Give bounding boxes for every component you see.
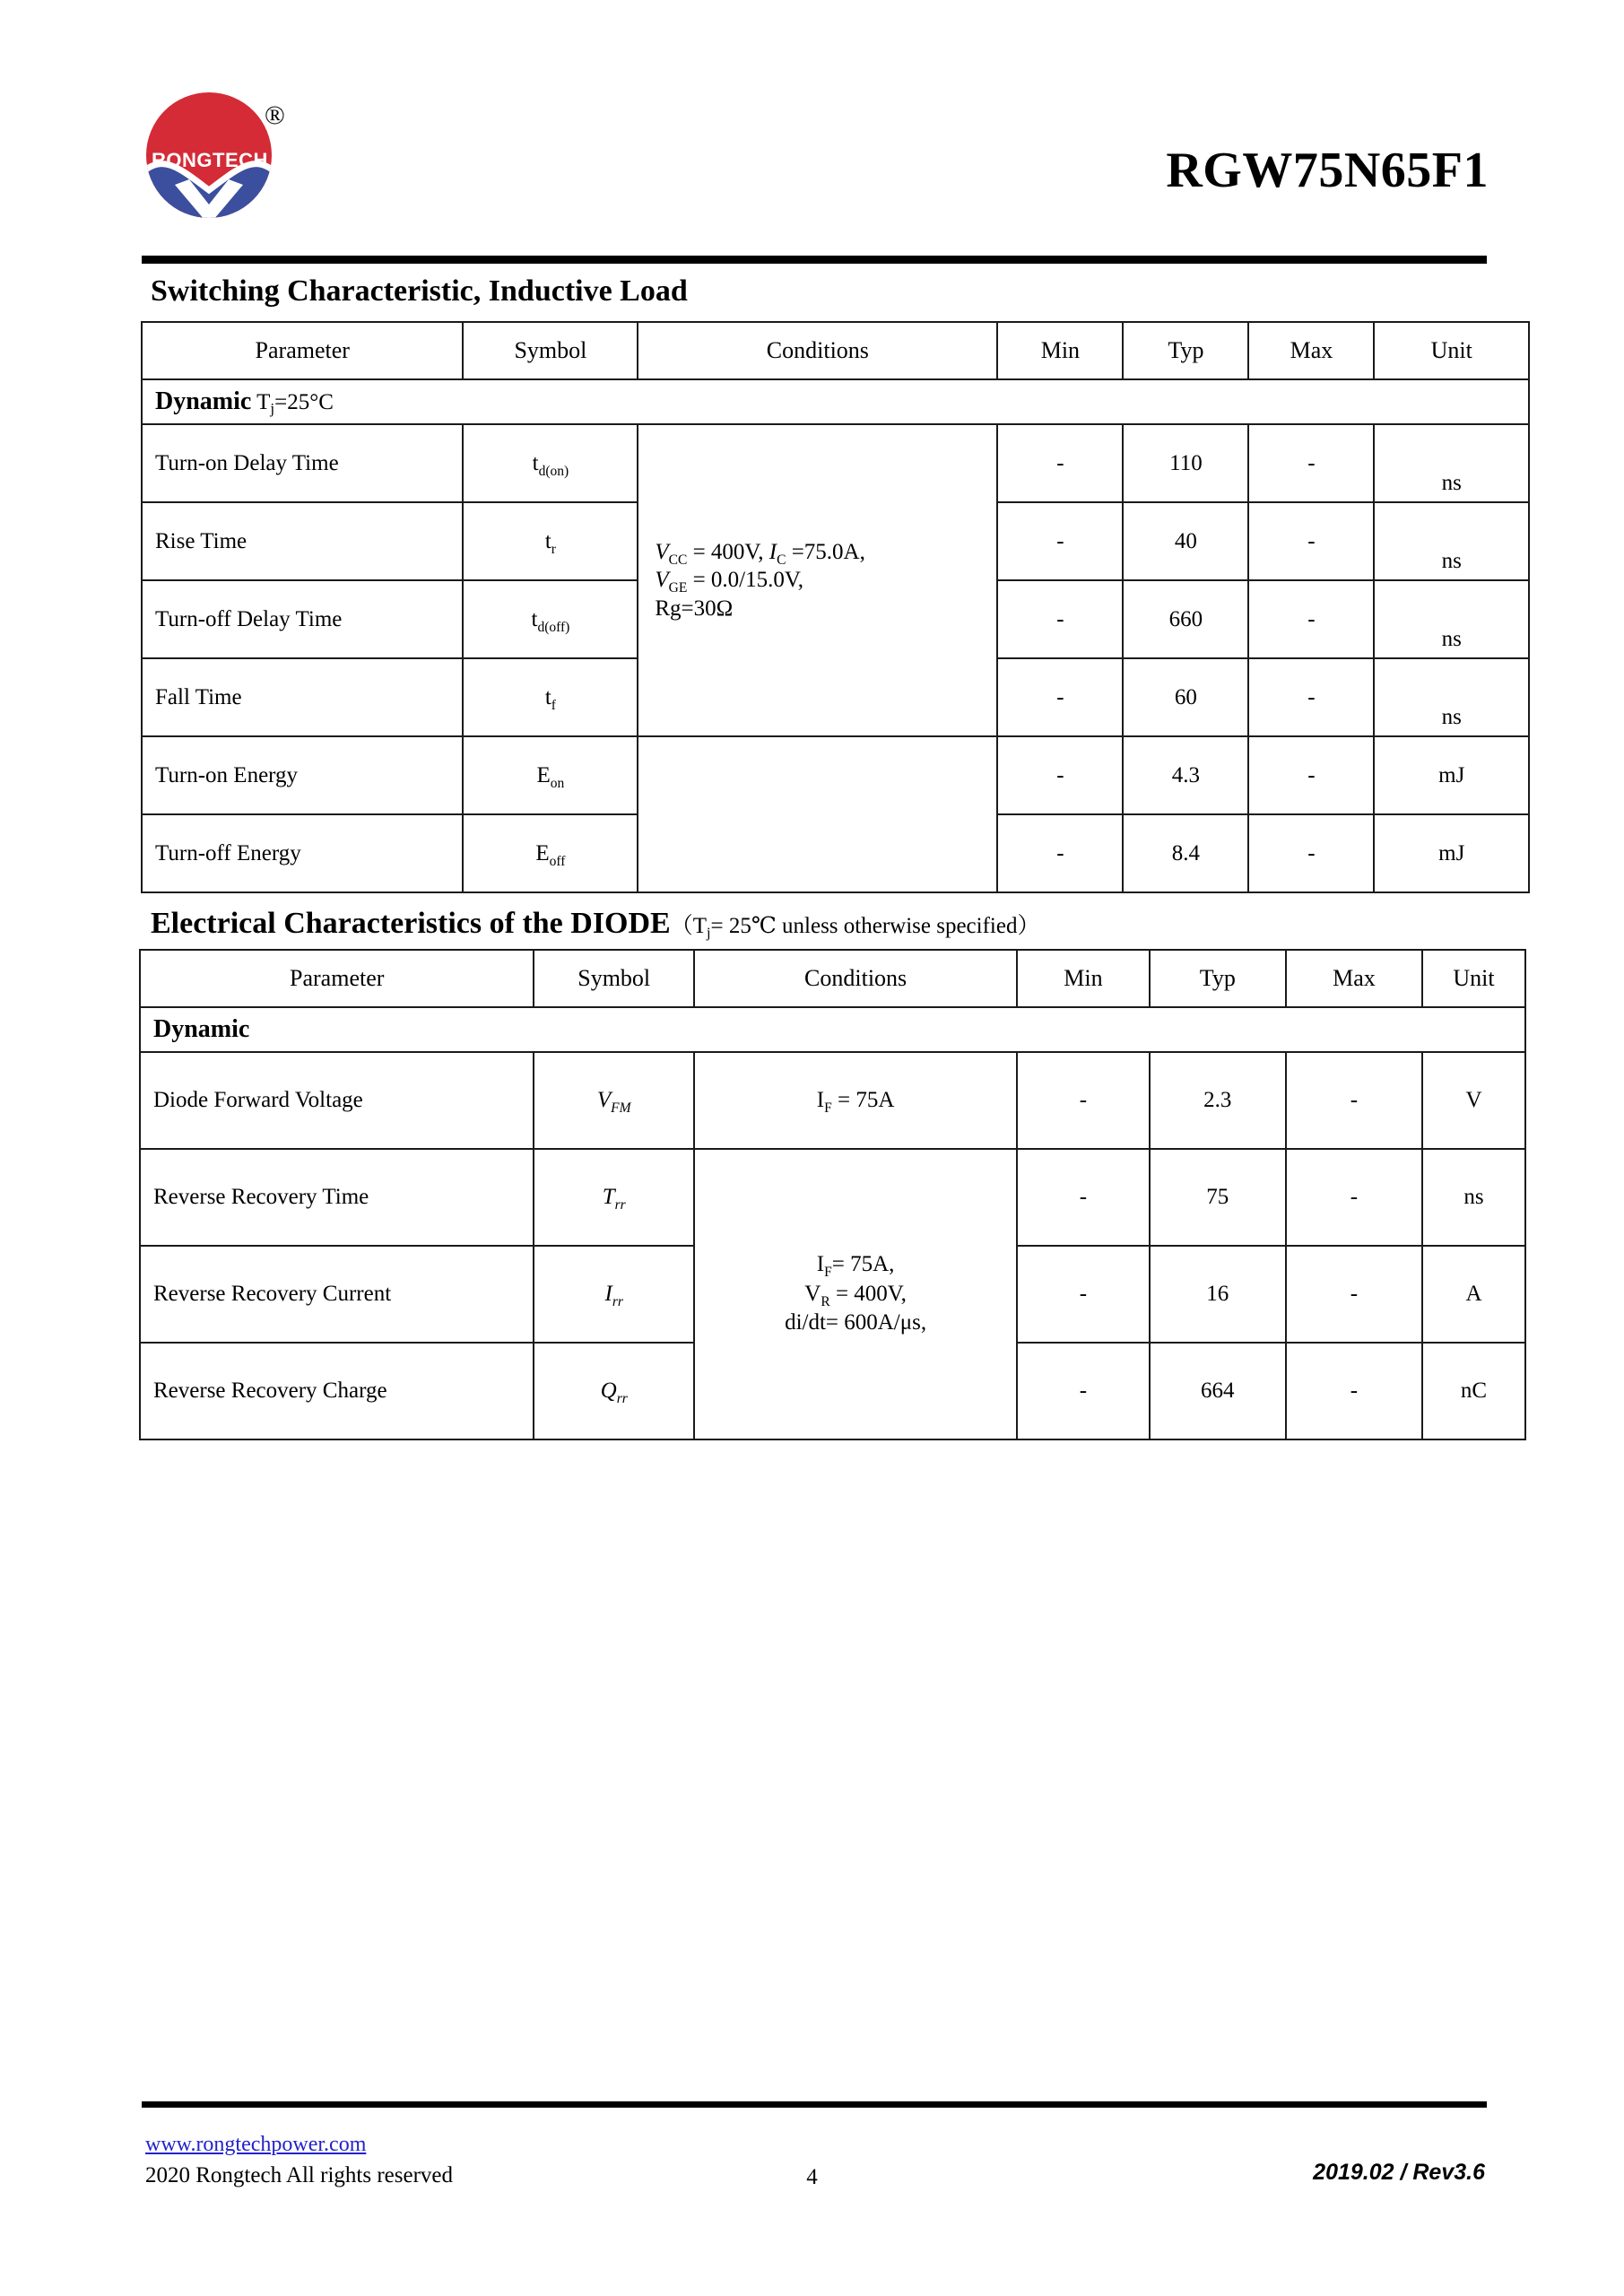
cell-parameter: Turn-off Energy <box>142 814 463 892</box>
cell-unit: ns <box>1422 1149 1525 1246</box>
registered-trademark-icon: ® <box>265 100 285 130</box>
table-row <box>142 736 1529 814</box>
cell-max: - <box>1248 580 1374 658</box>
column-header-symbol: Symbol <box>463 322 638 379</box>
column-header-typ: Typ <box>1123 322 1248 379</box>
cell-symbol <box>463 424 638 502</box>
cell-parameter: Reverse Recovery Time <box>140 1149 534 1246</box>
condition-line-3: Rg=30Ω <box>655 596 734 621</box>
note-open: （T <box>670 914 708 938</box>
cell-unit: ns <box>1374 424 1529 502</box>
footer-page-number: 4 <box>806 2165 818 2189</box>
cell-typ: 110 <box>1123 424 1248 502</box>
symbol-base: t <box>532 450 539 475</box>
section-heading-switching <box>151 275 688 308</box>
symbol-subscript: d(off) <box>537 619 570 635</box>
cell-conditions <box>638 424 997 736</box>
cell-symbol <box>463 580 638 658</box>
cell-min: - <box>1017 1052 1150 1149</box>
condition-line-2: $V_{GE} = 0.0/15.0V$, <box>655 568 803 596</box>
symbol-base: E <box>535 840 550 865</box>
symbol-base: T <box>602 1185 615 1209</box>
footer-website-link[interactable]: www.rongtechpower.com <box>145 2133 367 2156</box>
cell-unit: ns <box>1374 502 1529 580</box>
rongtech-logo <box>139 79 299 227</box>
cell-min: - <box>1017 1246 1150 1343</box>
logo-wordmark: RONGTECH <box>152 149 268 171</box>
cell-min: - <box>1017 1149 1150 1246</box>
cell-typ: 664 <box>1150 1343 1286 1439</box>
symbol-subscript: rr <box>616 1391 628 1406</box>
footer-divider-rule <box>142 2101 1487 2108</box>
cell-typ: 60 <box>1123 658 1248 736</box>
table-switching-characteristics <box>141 321 1530 893</box>
cell-typ: 8.4 <box>1123 814 1248 892</box>
table-row <box>142 424 1529 502</box>
cell-conditions: $I_F = 75A$ <box>694 1052 1017 1149</box>
cell-conditions-blank <box>638 736 997 892</box>
cell-unit: V <box>1422 1052 1525 1149</box>
cell-min: - <box>997 814 1123 892</box>
column-header-parameter: Parameter <box>140 950 534 1007</box>
cell-unit: nC <box>1422 1343 1525 1439</box>
table-header-row <box>142 322 1529 379</box>
symbol-base: Q <box>600 1378 617 1403</box>
cell-symbol <box>463 502 638 580</box>
cell-conditions <box>694 1149 1017 1439</box>
cell-typ: 75 <box>1150 1149 1286 1246</box>
cell-symbol <box>534 1052 694 1149</box>
condition-line-3: di/dt= 600A/μs, <box>785 1310 927 1335</box>
symbol-base: V <box>596 1088 612 1112</box>
table-group-row-dynamic <box>140 1007 1525 1052</box>
column-header-symbol: Symbol <box>534 950 694 1007</box>
column-header-min: Min <box>997 322 1123 379</box>
cell-symbol <box>463 814 638 892</box>
column-header-min: Min <box>1017 950 1150 1007</box>
symbol-subscript: rr <box>614 1197 626 1213</box>
symbol-base: E <box>536 762 551 787</box>
cell-max: - <box>1286 1343 1422 1439</box>
cell-symbol <box>534 1343 694 1439</box>
column-header-typ: Typ <box>1150 950 1286 1007</box>
group-label-bold: Dynamic <box>155 387 252 415</box>
table-header-row <box>140 950 1525 1007</box>
section-heading-switching-text: Switching Characteristic, Inductive Load <box>151 274 688 308</box>
cell-max: - <box>1248 658 1374 736</box>
cell-parameter: Diode Forward Voltage <box>140 1052 534 1149</box>
cell-min: - <box>1017 1343 1150 1439</box>
header-divider-rule <box>142 256 1487 264</box>
table-row <box>140 1149 1525 1246</box>
symbol-base: I <box>604 1282 612 1306</box>
cell-max: - <box>1286 1052 1422 1149</box>
group-label-plain-prefix: T <box>251 390 271 414</box>
symbol-base: t <box>531 606 538 631</box>
cell-parameter: Rise Time <box>142 502 463 580</box>
footer-copyright: 2020 Rongtech All rights reserved <box>145 2163 453 2187</box>
column-header-unit: Unit <box>1422 950 1525 1007</box>
symbol-subscript: r <box>551 541 556 557</box>
column-header-parameter: Parameter <box>142 322 463 379</box>
note-subscript: j <box>707 926 711 941</box>
column-header-max: Max <box>1286 950 1422 1007</box>
condition-line-2: $V_R = 400V$, <box>804 1281 907 1309</box>
table-diode-characteristics <box>139 949 1526 1440</box>
cell-typ: 16 <box>1150 1246 1286 1343</box>
symbol-subscript: f <box>551 697 556 713</box>
note-rest: = 25℃ unless otherwise specified） <box>710 914 1040 938</box>
cell-unit: mJ <box>1374 814 1529 892</box>
cell-parameter: Turn-on Energy <box>142 736 463 814</box>
group-label-dynamic: Dynamic <box>140 1007 1525 1052</box>
column-header-conditions: Conditions <box>694 950 1017 1007</box>
cell-max: - <box>1248 502 1374 580</box>
cell-typ: 4.3 <box>1123 736 1248 814</box>
page-header <box>139 54 1489 233</box>
cell-symbol <box>534 1246 694 1343</box>
symbol-subscript: on <box>550 775 565 791</box>
column-header-unit: Unit <box>1374 322 1529 379</box>
symbol-base: t <box>544 528 551 553</box>
cell-unit: A <box>1422 1246 1525 1343</box>
cell-parameter: Turn-on Delay Time <box>142 424 463 502</box>
group-label-plain-sub: j <box>270 400 275 417</box>
condition-line-1: $V_{CC} = 400V$, $I_C =75.0A$, <box>655 540 865 569</box>
cell-typ: 40 <box>1123 502 1248 580</box>
section-heading-diode <box>151 908 1039 940</box>
cell-max: - <box>1286 1149 1422 1246</box>
cell-min: - <box>997 502 1123 580</box>
condition-line-1: $I_F= 75A$, <box>816 1252 895 1281</box>
page-title: RGW75N65F1 <box>1166 143 1489 198</box>
cell-typ: 2.3 <box>1150 1052 1286 1149</box>
cell-max: - <box>1286 1246 1422 1343</box>
cell-min: - <box>997 580 1123 658</box>
footer-revision: 2019.02 / Rev3.6 <box>1313 2160 1485 2185</box>
symbol-subscript: off <box>549 853 566 869</box>
cell-parameter: Reverse Recovery Current <box>140 1246 534 1343</box>
symbol-base: t <box>544 684 551 709</box>
section-heading-diode-text: Electrical Characteristics of the DIODE <box>151 907 671 940</box>
cell-min: - <box>997 424 1123 502</box>
column-header-max: Max <box>1248 322 1374 379</box>
cell-parameter: Fall Time <box>142 658 463 736</box>
cell-parameter: Turn-off Delay Time <box>142 580 463 658</box>
cell-symbol <box>534 1149 694 1246</box>
cell-typ: 660 <box>1123 580 1248 658</box>
cell-min: - <box>997 658 1123 736</box>
section-heading-diode-note <box>670 914 1040 941</box>
cell-max: - <box>1248 736 1374 814</box>
cell-max: - <box>1248 814 1374 892</box>
column-header-conditions: Conditions <box>638 322 997 379</box>
cell-unit: ns <box>1374 658 1529 736</box>
symbol-subscript: FM <box>611 1100 631 1116</box>
symbol-subscript: rr <box>612 1294 623 1309</box>
cell-unit: mJ <box>1374 736 1529 814</box>
symbol-subscript: d(on) <box>538 463 569 479</box>
cell-max: - <box>1248 424 1374 502</box>
table-row <box>140 1052 1525 1149</box>
cell-min: - <box>997 736 1123 814</box>
cell-symbol <box>463 736 638 814</box>
group-label-plain-suffix: =25°C <box>274 390 334 414</box>
cell-parameter: Reverse Recovery Charge <box>140 1343 534 1439</box>
cell-symbol <box>463 658 638 736</box>
table-group-row-dynamic <box>142 379 1529 424</box>
group-label-dynamic <box>142 379 1529 424</box>
cell-unit: ns <box>1374 580 1529 658</box>
